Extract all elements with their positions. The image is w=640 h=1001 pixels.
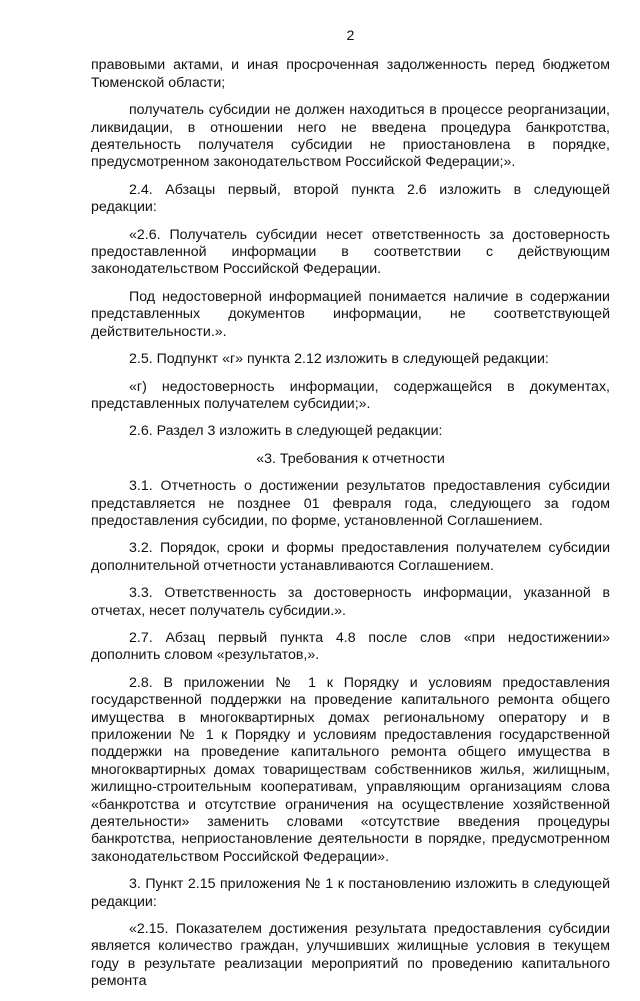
paragraph: 2.8. В приложении № 1 к Порядку и условиям предоставления государственной поддержки на проведение капитального ремонта общего имущества в многоквартирных домах региональному оператору и в приложении № 1 к Порядку и условиям предоставления государственной поддержки на проведение капитального ремонта общего имущества в многоквартирных домах товариществам собственников жилья, жилищным, жилищно-строительным кооперативам, управляющим организациям слова «банкротства и отсутствие ограничения на осуществление хозяйственной деятельности» заменить словами «отсутствие введения процедуры банкротства, неприостановление деятельности в порядке, предусмотренном законодательством Российской Федерации». — [91, 674, 610, 865]
paragraph: 2.7. Абзац первый пункта 4.8 после слов «при недостижении» дополнить словом «результатов,». — [91, 629, 610, 664]
paragraph: 3.3. Ответственность за достоверность информации, указанной в отчетах, несет получатель субсидии.». — [91, 585, 610, 619]
paragraph: получатель субсидии не должен находиться в процессе реорганизации, ликвидации, в отношении него не введена процедура банкротства, деятельность получателя субсидии не приостановлена в порядке, предусмотренном законодательством Российской Федерации;». — [91, 102, 610, 171]
paragraph: «г) недостоверность информации, содержащейся в документах, представленных получателем субсидии;». — [91, 378, 610, 412]
paragraph: 3.1. Отчетность о достижении результатов предоставления субсидии представляется не позднее 01 февраля года, следующего за годом предоставления субсидии, по форме, установленной Соглашением. — [91, 478, 610, 529]
page-number: 2 — [346, 28, 355, 44]
paragraph: 2.5. Подпункт «г» пункта 2.12 изложить в следующей редакции: — [129, 351, 549, 368]
paragraph: «2.15. Показателем достижения результата предоставления субсидии является количество граждан, улучшивших жилищные условия в текущем году в результате реализации мероприятий по проведению капитального ремонта — [91, 921, 610, 990]
paragraph: 2.4. Абзацы первый, второй пункта 2.6 изложить в следующей редакции: — [91, 181, 610, 216]
document-page — [91, 28, 610, 1001]
paragraph: Под недостоверной информацией понимается наличие в содержании представленных документов информации, не соответствующей действительности.». — [91, 288, 610, 340]
paragraph: 3.2. Порядок, сроки и формы предоставления получателем субсидии дополнительной отчетности устанавливаются Соглашением. — [91, 540, 610, 574]
paragraph: 3. Пункт 2.15 приложения № 1 к постановлению изложить в следующей редакции: — [91, 876, 610, 910]
section-heading: «3. Требования к отчетности — [256, 450, 445, 467]
paragraph: «2.6. Получатель субсидии несет ответственность за достоверность предоставленной информации в соответствии с действующим законодательством Российской Федерации. — [91, 226, 610, 278]
paragraph: 2.6. Раздел 3 изложить в следующей редакции: — [129, 423, 443, 440]
paragraph-continuation: правовыми актами, и иная просроченная задолженность перед бюджетом Тюменской области; — [91, 57, 610, 91]
